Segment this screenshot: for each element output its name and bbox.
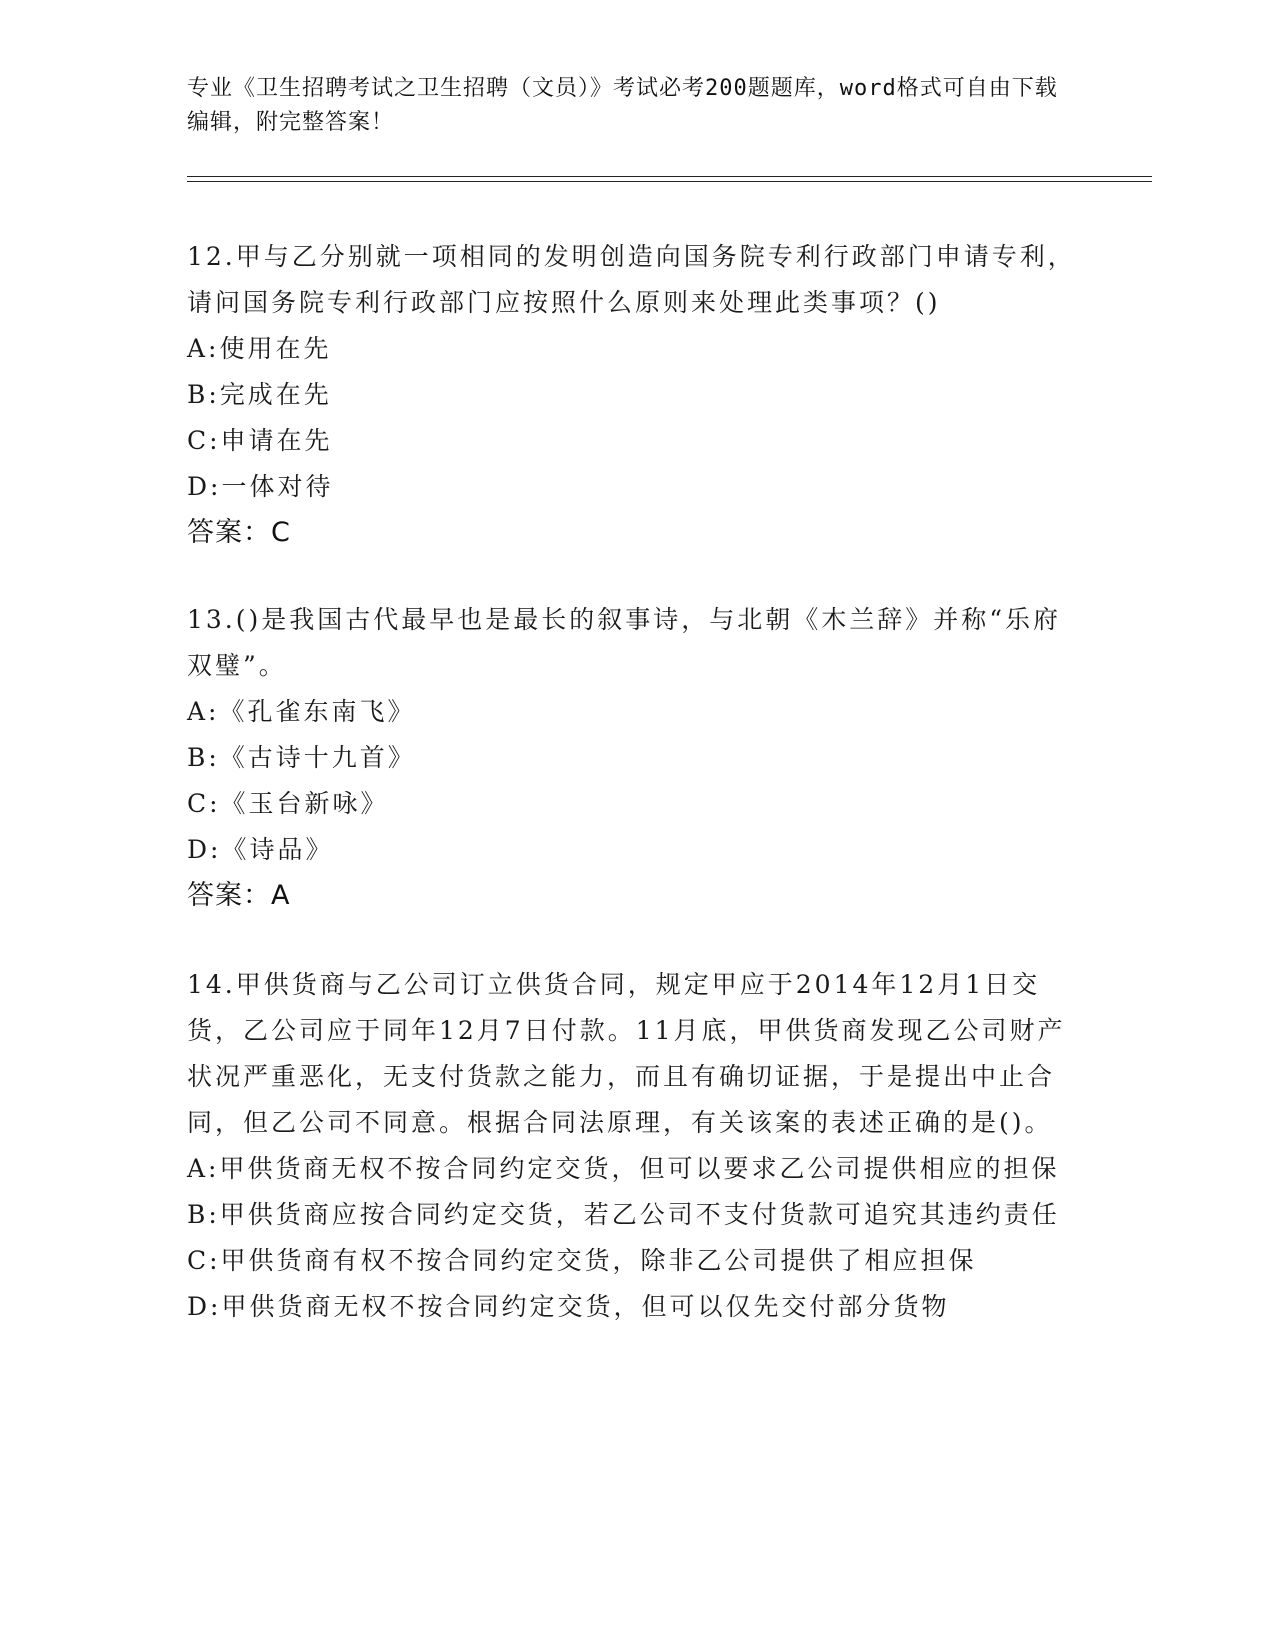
document-header-text: 专业《卫生招聘考试之卫生招聘（文员）》考试必考200题题库，word格式可自由下载编辑，附完整答案！ [187, 76, 1058, 135]
question-14 [187, 962, 1077, 1330]
question-stem: 14.甲供货商与乙公司订立供货合同，规定甲应于2014年12月1日交货，乙公司应于同年12月7日付款。11月底，甲供货商发现乙公司财产状况严重恶化，无支付货款之能力，而且有确切证据，于是提出中止合同，但乙公司不同意。根据合同法原理，有关该案的表述正确的是()。 [187, 970, 1066, 1137]
question-12 [187, 234, 1077, 556]
option-a: A:《孔雀东南飞》 [187, 697, 416, 726]
answer-text: 答案：C [187, 517, 291, 548]
option-c: C:甲供货商有权不按合同约定交货，除非乙公司提供了相应担保 [187, 1246, 977, 1275]
answer-text: 答案：A [187, 880, 291, 911]
option-a: A:使用在先 [187, 334, 332, 363]
option-a: A:甲供货商无权不按合同约定交货，但可以要求乙公司提供相应的担保 [187, 1154, 1060, 1183]
header-divider-top [187, 176, 1152, 177]
question-stem: 13.()是我国古代最早也是最长的叙事诗，与北朝《木兰辞》并称“乐府双璧”。 [187, 605, 1062, 680]
option-d: D:《诗品》 [187, 835, 334, 864]
question-stem: 12.甲与乙分别就一项相同的发明创造向国务院专利行政部门申请专利，请问国务院专利行政部门应按照什么原则来处理此类事项？() [187, 242, 1076, 317]
option-b: B:《古诗十九首》 [187, 743, 416, 772]
option-b: B:完成在先 [187, 380, 332, 409]
question-13 [187, 597, 1077, 919]
option-b: B:甲供货商应按合同约定交货，若乙公司不支付货款可追究其违约责任 [187, 1200, 1060, 1229]
header-divider-bottom [187, 181, 1152, 182]
option-d: D:一体对待 [187, 472, 334, 501]
option-c: C:《玉台新咏》 [187, 789, 389, 818]
option-d: D:甲供货商无权不按合同约定交货，但可以仅先交付部分货物 [187, 1292, 950, 1321]
option-c: C:申请在先 [187, 426, 333, 455]
